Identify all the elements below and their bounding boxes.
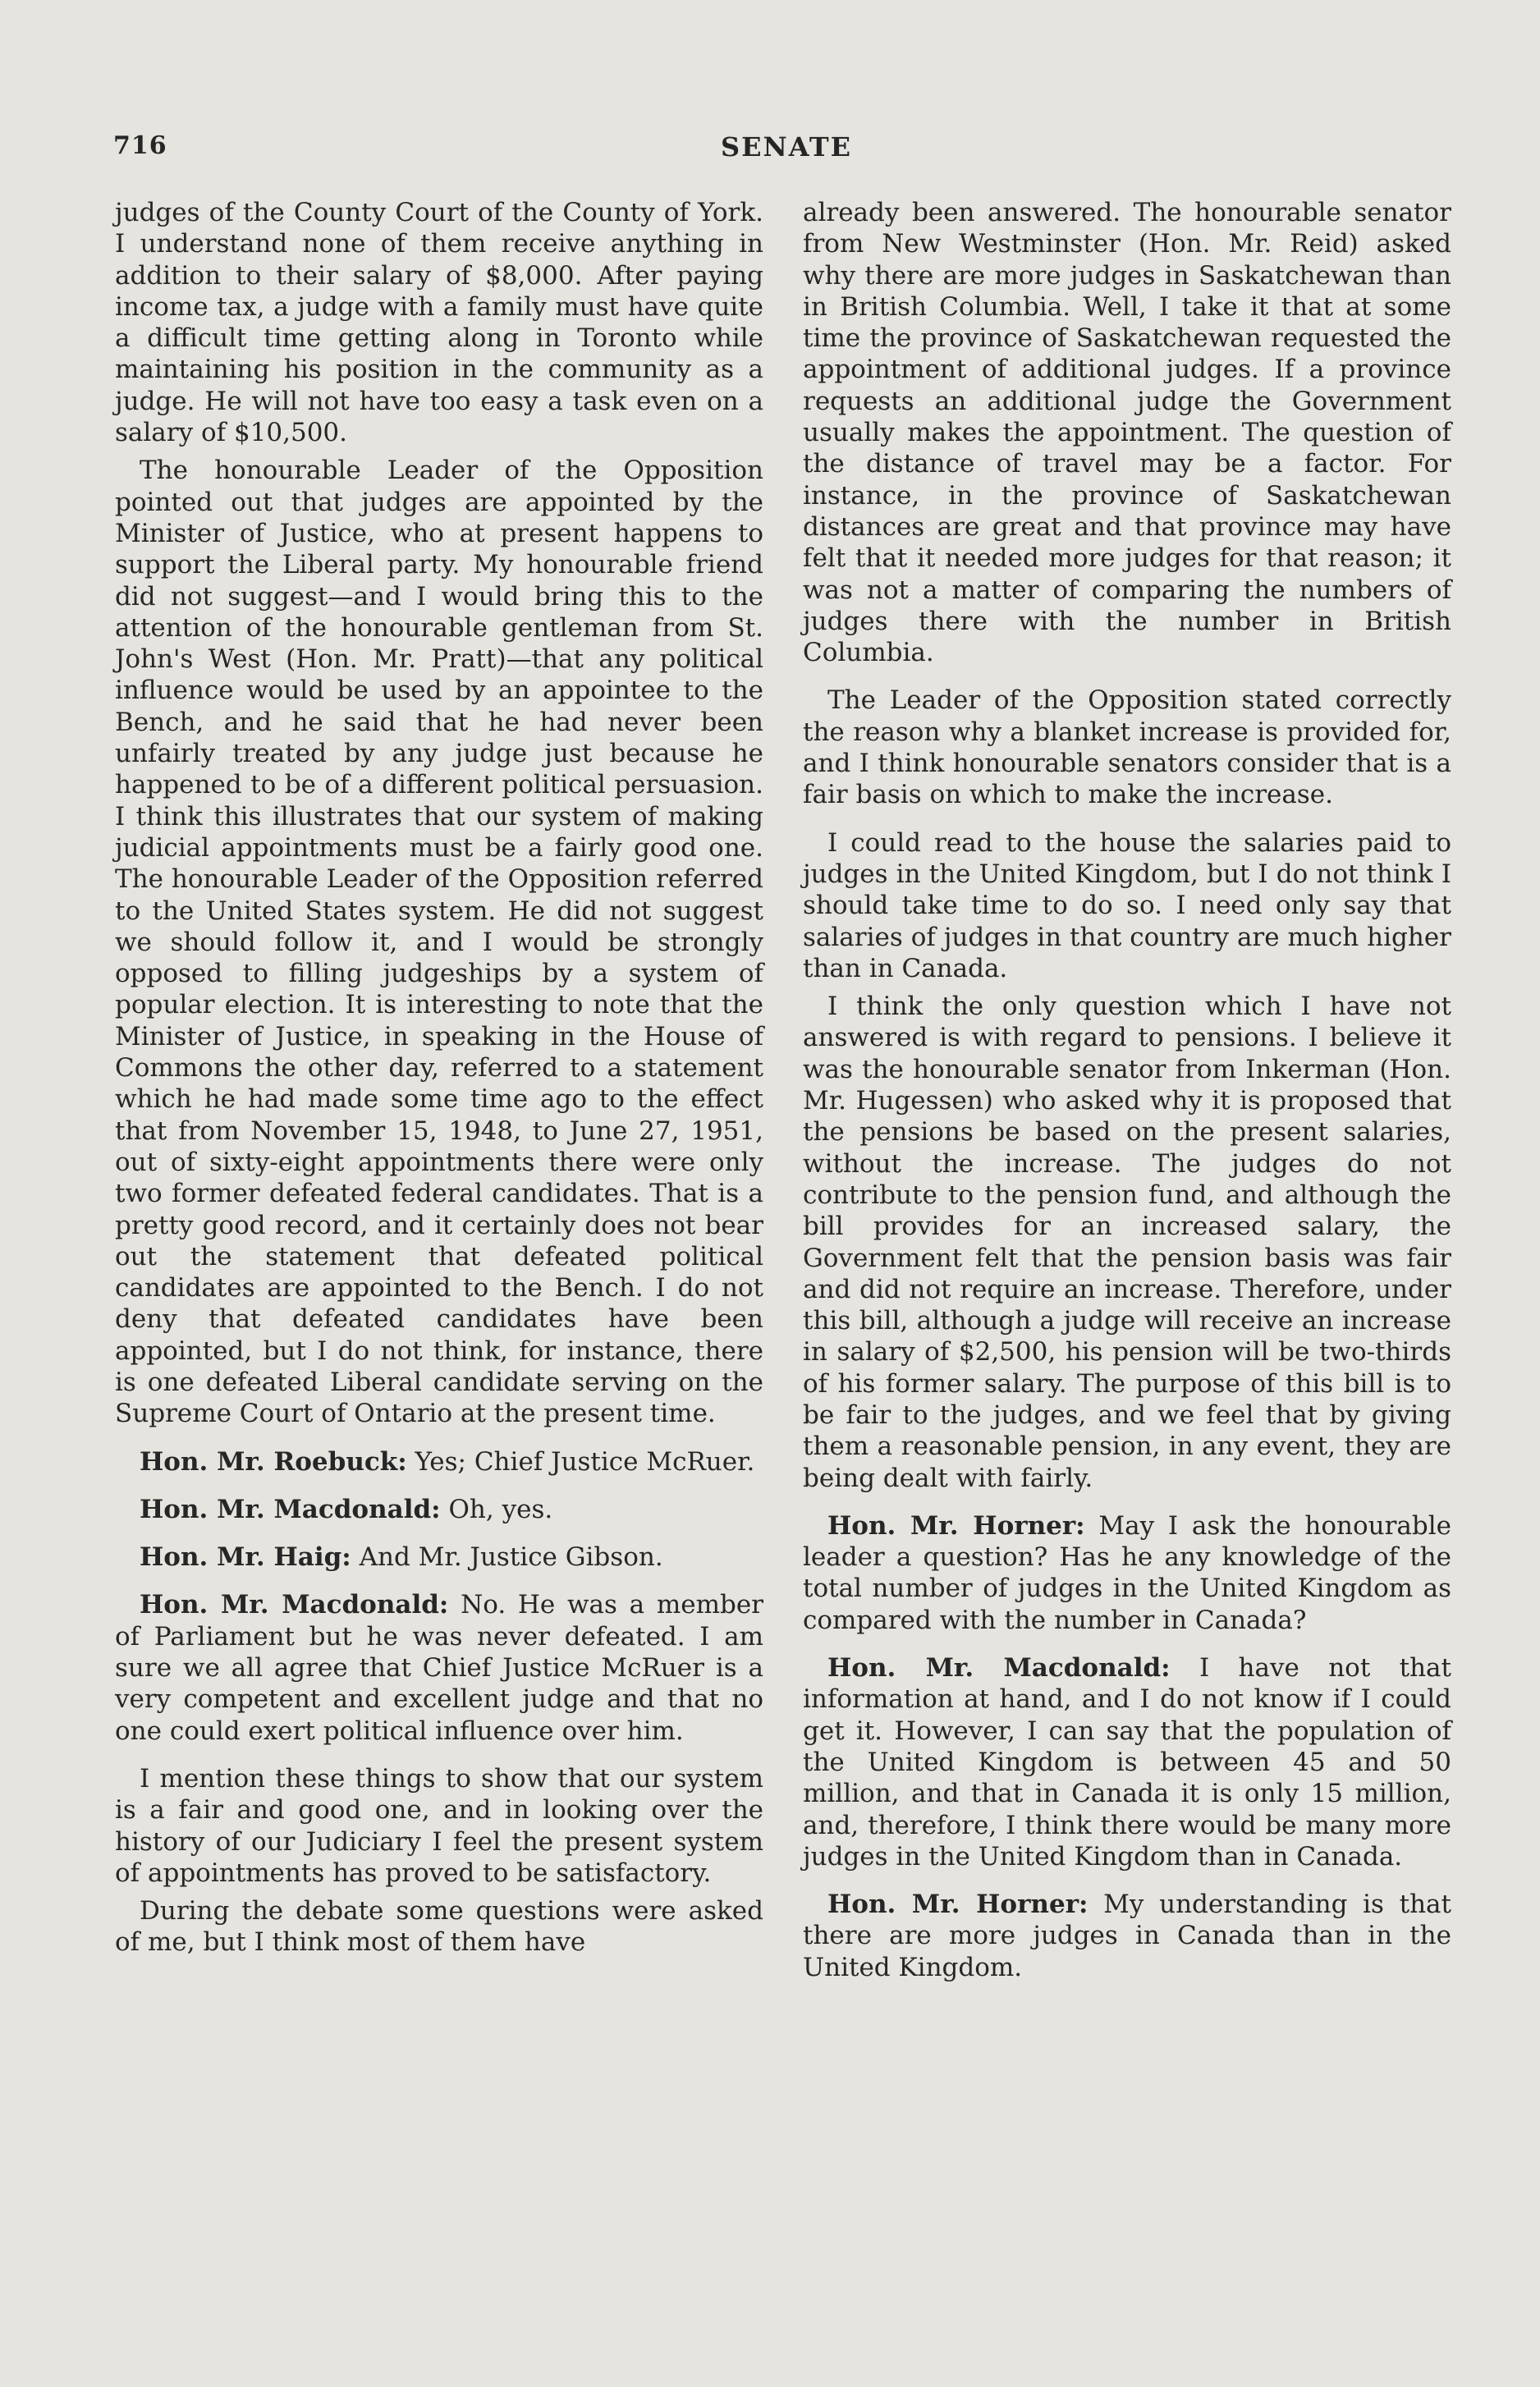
paragraph: I mention these things to show that our system is a fair and good one, and in looking over the history of our Judiciary I feel the present system of appointments has proved to be satisfactory. (115, 1763, 763, 1888)
paragraph: I think the only question which I have not answered is with regard to pensions. I believe it was the honourable senator from Inkerman (Hon. Mr. Hugessen) who asked why it is proposed that the pensions be based on the present salaries, without the increase. The judges do not contribute to the pension fund, and although the bill provides for an increased salary, the Government felt that the pension basis was fair and did not require an increase. Therefore, under this bill, although a judge will receive an increase in salary of $2,500, his pension will be two-thirds of his former salary. The purpose of this bill is to be fair to the judges, and we feel that by giving them a reasonable pension, in any event, they are being dealt with fairly. (803, 992, 1451, 1493)
speaker-name: Hon. Mr. Roebuck: (140, 1446, 407, 1477)
speech (803, 1889, 1451, 1983)
speech-text: My understanding is that there are more judges in Canada than in the United Kingdom. (803, 1890, 1451, 1982)
speaker-name: Hon. Mr. Horner: (827, 1510, 1085, 1541)
right-column (803, 197, 1451, 1983)
speech-text: No. He was a member of Parliament but he was never defeated. I am sure we all agree that Chief Justice McRuer is a very competent and excellent judge and that no one could exert political influence over him. (115, 1590, 763, 1746)
speech (115, 1542, 763, 1573)
speaker-name: Hon. Mr. Macdonald: (827, 1653, 1171, 1684)
speaker-name: Hon. Mr. Haig: (140, 1542, 351, 1573)
paragraph: I could read to the house the salaries paid to judges in the United Kingdom, but I do not think I should take time to do so. I need only say that salaries of judges in that country are much higher than in Canada. (803, 827, 1451, 983)
speaker-name: Hon. Mr. Macdonald: (140, 1590, 449, 1620)
left-column (115, 197, 763, 1959)
speech-text: May I ask the honourable leader a question? Has he any knowledge of the total number of judges in the United Kingdom as compared with the number in Canada? (803, 1510, 1451, 1635)
paragraph: already been answered. The honourable senator from New Westminster (Hon. Mr. Reid) asked why there are more judges in Saskatchewan than in British Columbia. Well, I take it that at some time the province of Saskatchewan requested the appointment of additional judges. If a province requests an additional judge the Government usually makes the appointment. The question of the distance of travel may be a factor. For instance, in the province of Saskatchewan distances are great and that province may have felt that it needed more judges for that reason; it was not a matter of comparing the numbers of judges there with the number in British Columbia. (803, 198, 1451, 668)
speaker-name: Hon. Mr. Horner: (827, 1890, 1089, 1920)
speech-text: Oh, yes. (448, 1494, 553, 1524)
paragraph: The Leader of the Opposition stated correctly the reason why a blanket increase is provided for, and I think honourable senators consider that is a fair basis on which to make the increase. (803, 685, 1451, 810)
speech (115, 1446, 763, 1478)
paragraph: The honourable Leader of the Opposition pointed out that judges are appointed by the Minister of Justice, who at present happens to support the Liberal party. My honourable friend did not suggest—and I would bring this to the attention of the honourable gentleman from St. John's West (Hon. Mr. Pratt)—that any political influence would be used by an appointee to the Bench, and he said that he had never been unfairly treated by any judge just because he happened to be of a different political persuasion. I think this illustrates that our system of making judicial appointments must be a fairly good one. The honourable Leader of the Opposition referred to the United States system. He did not suggest we should follow it, and I would be strongly opposed to filling judgeships by a system of popular election. It is interesting to note that the Minister of Justice, in speaking in the House of Commons the other day, referred to a statement which he had made some time ago to the effect that from November 15, 1948, to June 27, 1951, out of sixty-eight appointments there were only two former defeated federal candidates. That is a pretty good record, and it certainly does not bear out the statement that defeated political candidates are appointed to the Bench. I do not deny that defeated candidates have been appointed, but I do not think, for instance, there is one defeated Liberal candidate serving on the Supreme Court of Ontario at the present time. (115, 456, 763, 1429)
speech (115, 1494, 763, 1525)
running-head: SENATE (720, 131, 853, 163)
speech (115, 1589, 763, 1746)
page-header (113, 131, 1460, 172)
page-number: 716 (113, 131, 167, 160)
speech (803, 1510, 1451, 1636)
speaker-name: Hon. Mr. Macdonald: (140, 1494, 441, 1524)
speech-text: Yes; Chief Justice McRuer. (415, 1446, 755, 1477)
speech-text: I have not that information at hand, and I do not know if I could get it. However, I can say that the population of the United Kingdom is between 45 and 50 million, and that in Canada it is only 15 million, and, therefore, I think there would be many more judges in the United Kingdom than in Canada. (803, 1653, 1451, 1872)
speech (803, 1652, 1451, 1872)
speech-text: And Mr. Justice Gibson. (359, 1542, 663, 1573)
paragraph: During the debate some questions were asked of me, but I think most of them have (115, 1896, 763, 1958)
paragraph: judges of the County Court of the County of York. I understand none of them receive anything in addition to their salary of $8,000. After paying income tax, a judge with a family must have quite a difficult time getting along in Toronto while maintaining his position in the community as a judge. He will not have too easy a task even on a salary of $10,500. (115, 198, 763, 448)
